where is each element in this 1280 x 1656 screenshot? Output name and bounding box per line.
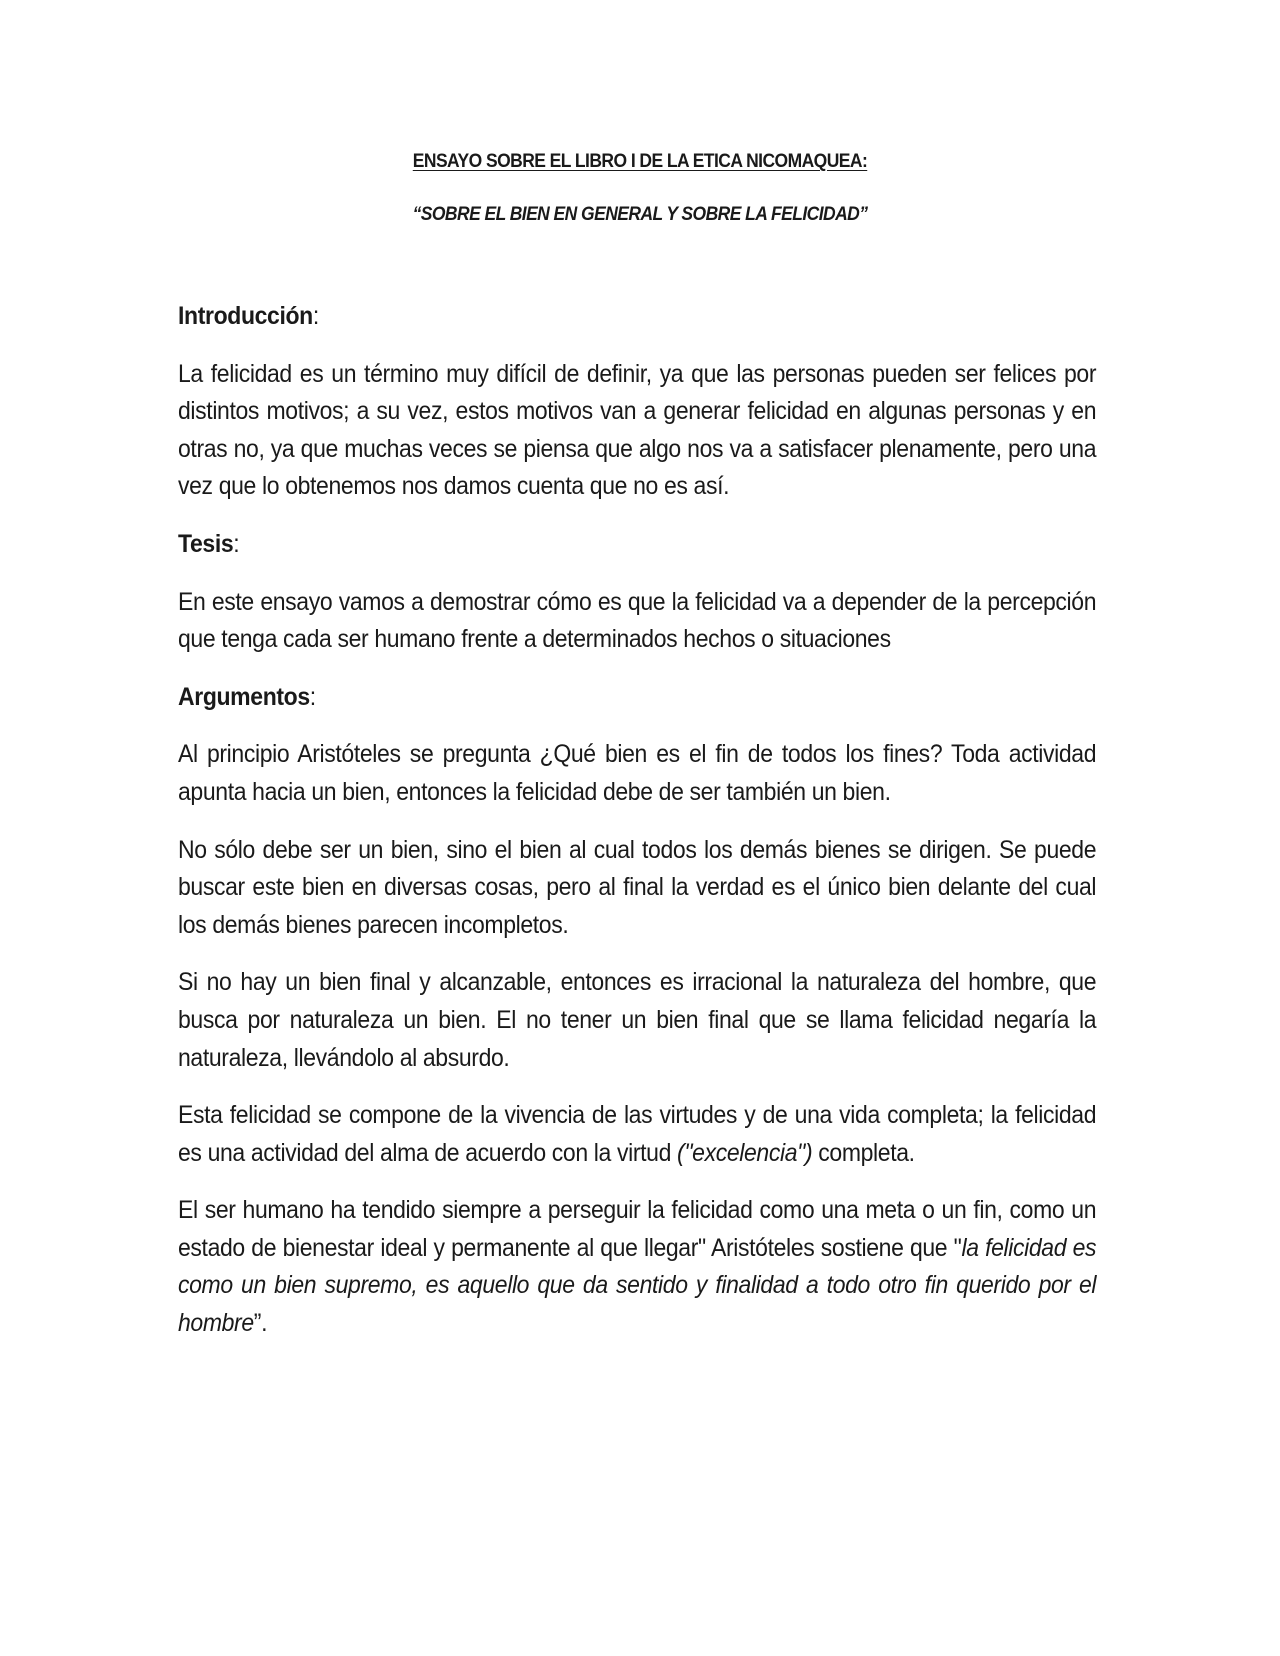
heading-colon: :	[312, 302, 319, 330]
paragraph-argumentos-4	[178, 1097, 1096, 1172]
paragraph-argumentos-3: Si no hay un bien final y alcanzable, entonces es irracional la naturaleza del hombre, que busca por naturaleza un bien. El no tener un bien final que se llama felicidad negaría la naturaleza, llevándolo al absurdo.	[178, 968, 1097, 1072]
section-heading-argumentos	[178, 679, 1096, 717]
heading-colon: :	[309, 682, 316, 711]
quote-text: la felicidad es como un bien supremo, es aquello que da sentido y finalidad a todo otro fin querido por el hombre	[178, 1233, 1097, 1338]
document-title: ENSAYO SOBRE EL LIBRO I DE LA ETICA NICOMAQUEA:	[412, 151, 868, 172]
paragraph-argumentos-5	[178, 1192, 1096, 1342]
document-subtitle: “SOBRE EL BIEN EN GENERAL Y SOBRE LA FELICIDAD”	[412, 204, 868, 225]
heading-label: Introducción	[178, 302, 313, 330]
heading-label: Argumentos	[178, 682, 310, 711]
heading-label: Tesis	[178, 529, 234, 558]
paragraph-text: ”.	[253, 1309, 268, 1338]
essay-body	[178, 298, 1096, 1363]
paragraph-text: El ser humano ha tendido siempre a perseguir la felicidad como una meta o un fin, como un estado de bienestar ideal y permanente al que llegar" Aristóteles sostiene que "	[178, 1196, 1097, 1262]
paragraph-argumentos-2: No sólo debe ser un bien, sino el bien al cual todos los demás bienes se dirigen. Se puede buscar este bien en diversas cosas, pero al final la verdad es el único bien delante del cual los demás bienes parecen incompletos.	[178, 835, 1097, 939]
paragraph-text: completa.	[812, 1138, 915, 1167]
paragraph-text: Esta felicidad se compone de la vivencia de las virtudes y de una vida completa; la felicidad es una actividad del alma de acuerdo con la virtud	[178, 1101, 1097, 1167]
paragraph-introduccion: La felicidad es un término muy difícil de definir, ya que las personas pueden ser felices por distintos motivos; a su vez, estos motivos van a generar felicidad en algunas personas y en otras no, ya que muchas veces se piensa que algo nos va a satisfacer plenamente, pero una vez que lo obtenemos nos damos cuenta que no es así.	[178, 359, 1097, 501]
heading-colon: :	[233, 529, 240, 558]
paragraph-argumentos-1: Al principio Aristóteles se pregunta ¿Qué bien es el fin de todos los fines? Toda actividad apunta hacia un bien, entonces la felicidad debe de ser también un bien.	[178, 740, 1097, 806]
emphasis-text: ("excelencia")	[677, 1138, 813, 1167]
section-heading-tesis	[178, 526, 1096, 564]
paragraph-tesis: En este ensayo vamos a demostrar cómo es que la felicidad va a depender de la percepción que tenga cada ser humano frente a determinados hechos o situaciones	[178, 587, 1097, 654]
section-heading-introduccion	[178, 298, 1096, 336]
